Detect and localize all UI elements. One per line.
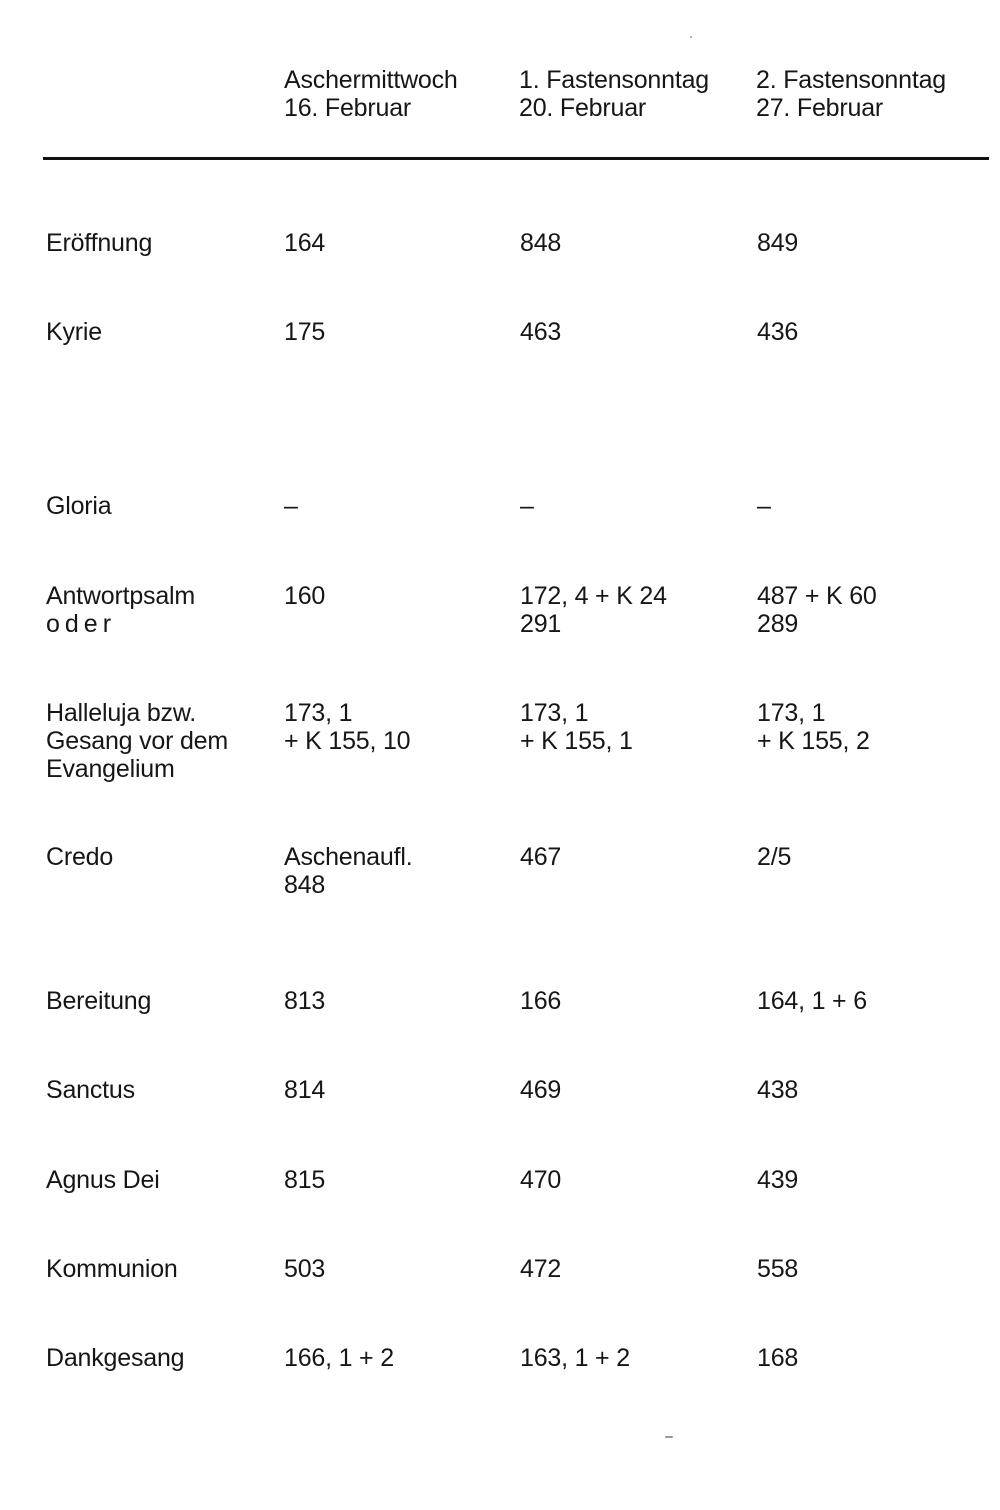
cell-value: 163, 1 + 2: [520, 1344, 630, 1372]
cell-eroeffnung-fastensonntag-1: [520, 229, 561, 257]
header-title: 1. Fastensonntag: [519, 66, 709, 94]
cell-agnus-dei-fastensonntag-2: [757, 1166, 798, 1194]
cell-sanctus-fastensonntag-2: [757, 1076, 798, 1104]
cell-value: 164, 1 + 6: [757, 987, 867, 1015]
cell-value: 849: [757, 229, 799, 257]
cell-bereitung-fastensonntag-2: [757, 987, 867, 1015]
cell-value: 173, 1: [757, 699, 826, 727]
cell-value: 172, 4 + K 24: [520, 582, 667, 610]
row-label-text: Gesang vor dem: [46, 727, 229, 755]
cell-value: 472: [520, 1255, 562, 1283]
row-label-credo: [46, 843, 113, 871]
cell-value: 467: [520, 843, 562, 871]
cell-value: 173, 1: [520, 699, 589, 727]
cell-gloria-aschermittwoch: [284, 492, 298, 520]
header-title: Aschermittwoch: [284, 66, 458, 94]
header-fastensonntag-1: [519, 66, 709, 122]
header-date: 27. Februar: [756, 94, 884, 122]
row-label-text: Agnus Dei: [46, 1166, 160, 1194]
cell-value: + K 155, 1: [520, 727, 633, 755]
row-label-text: Bereitung: [46, 987, 152, 1015]
cell-halleluja-fastensonntag-1: [520, 699, 633, 755]
cell-value: 848: [284, 871, 326, 899]
scan-speck: [690, 36, 692, 38]
cell-dankgesang-fastensonntag-1: [520, 1344, 630, 1372]
cell-sanctus-aschermittwoch: [284, 1076, 325, 1104]
cell-value: 168: [757, 1344, 799, 1372]
cell-eroeffnung-fastensonntag-2: [757, 229, 798, 257]
cell-value: 848: [520, 229, 562, 257]
cell-kyrie-aschermittwoch: [284, 318, 325, 346]
cell-credo-fastensonntag-2: [757, 843, 791, 871]
cell-value: Aschenaufl.: [284, 843, 413, 871]
row-label-text: Kyrie: [46, 318, 102, 346]
cell-value: 487 + K 60: [757, 582, 877, 610]
cell-value: 166: [520, 987, 562, 1015]
cell-bereitung-aschermittwoch: [284, 987, 325, 1015]
cell-value: 813: [284, 987, 326, 1015]
cell-value: + K 155, 10: [284, 727, 411, 755]
cell-antwortpsalm-fastensonntag-1: [520, 582, 667, 638]
header-date: 16. Februar: [284, 94, 412, 122]
row-label-eroeffnung: [46, 229, 152, 257]
cell-gloria-fastensonntag-2: [757, 492, 771, 520]
row-label-text: Gloria: [46, 492, 112, 520]
row-label-antwortpsalm: [46, 582, 195, 638]
cell-value: 470: [520, 1166, 562, 1194]
cell-value: 173, 1: [284, 699, 353, 727]
row-label-text: Eröffnung: [46, 229, 153, 257]
cell-kyrie-fastensonntag-1: [520, 318, 561, 346]
cell-value: 815: [284, 1166, 326, 1194]
cell-value: 166, 1 + 2: [284, 1344, 394, 1372]
cell-value: 289: [757, 610, 799, 638]
cell-sanctus-fastensonntag-1: [520, 1076, 561, 1104]
cell-eroeffnung-aschermittwoch: [284, 229, 325, 257]
cell-halleluja-aschermittwoch: [284, 699, 410, 755]
row-label-text: Dankgesang: [46, 1344, 185, 1372]
cell-value: 291: [520, 610, 562, 638]
header-title: 2. Fastensonntag: [756, 66, 946, 94]
cell-kommunion-fastensonntag-1: [520, 1255, 561, 1283]
header-aschermittwoch: [284, 66, 458, 122]
row-label-gloria: [46, 492, 112, 520]
cell-kyrie-fastensonntag-2: [757, 318, 798, 346]
cell-kommunion-fastensonntag-2: [757, 1255, 798, 1283]
header-divider: [43, 157, 989, 160]
cell-antwortpsalm-aschermittwoch: [284, 582, 325, 610]
row-label-text: Sanctus: [46, 1076, 135, 1104]
row-label-text: Kommunion: [46, 1255, 178, 1283]
cell-agnus-dei-fastensonntag-1: [520, 1166, 561, 1194]
row-label-dankgesang: [46, 1344, 184, 1372]
row-label-text: Credo: [46, 843, 114, 871]
row-label-kyrie: [46, 318, 102, 346]
cell-halleluja-fastensonntag-2: [757, 699, 870, 755]
cell-antwortpsalm-fastensonntag-2: [757, 582, 877, 638]
row-label-sanctus: [46, 1076, 135, 1104]
header-date: 20. Februar: [519, 94, 647, 122]
row-label-agnus-dei: [46, 1166, 160, 1194]
cell-bereitung-fastensonntag-1: [520, 987, 561, 1015]
cell-value: 558: [757, 1255, 799, 1283]
cell-kommunion-aschermittwoch: [284, 1255, 325, 1283]
cell-value: –: [520, 492, 534, 520]
row-label-text: oder: [46, 610, 117, 638]
scan-speck: [665, 1436, 673, 1438]
cell-credo-fastensonntag-1: [520, 843, 561, 871]
cell-value: 469: [520, 1076, 562, 1104]
cell-gloria-fastensonntag-1: [520, 492, 534, 520]
row-label-text: Halleluja bzw.: [46, 699, 197, 727]
row-label-text: Evangelium: [46, 755, 175, 783]
cell-dankgesang-aschermittwoch: [284, 1344, 394, 1372]
cell-agnus-dei-aschermittwoch: [284, 1166, 325, 1194]
cell-dankgesang-fastensonntag-2: [757, 1344, 798, 1372]
cell-value: + K 155, 2: [757, 727, 870, 755]
row-label-halleluja: [46, 699, 228, 783]
cell-value: –: [284, 492, 298, 520]
cell-value: 438: [757, 1076, 799, 1104]
row-label-bereitung: [46, 987, 151, 1015]
cell-value: 503: [284, 1255, 326, 1283]
row-label-kommunion: [46, 1255, 178, 1283]
cell-value: –: [757, 492, 771, 520]
cell-value: 160: [284, 582, 326, 610]
cell-value: 175: [284, 318, 326, 346]
row-label-text: Antwortpsalm: [46, 582, 196, 610]
cell-value: 439: [757, 1166, 799, 1194]
cell-value: 2/5: [757, 843, 792, 871]
cell-value: 164: [284, 229, 326, 257]
cell-value: 463: [520, 318, 562, 346]
cell-value: 436: [757, 318, 799, 346]
cell-value: 814: [284, 1076, 326, 1104]
header-fastensonntag-2: [756, 66, 946, 122]
cell-credo-aschermittwoch: [284, 843, 412, 899]
